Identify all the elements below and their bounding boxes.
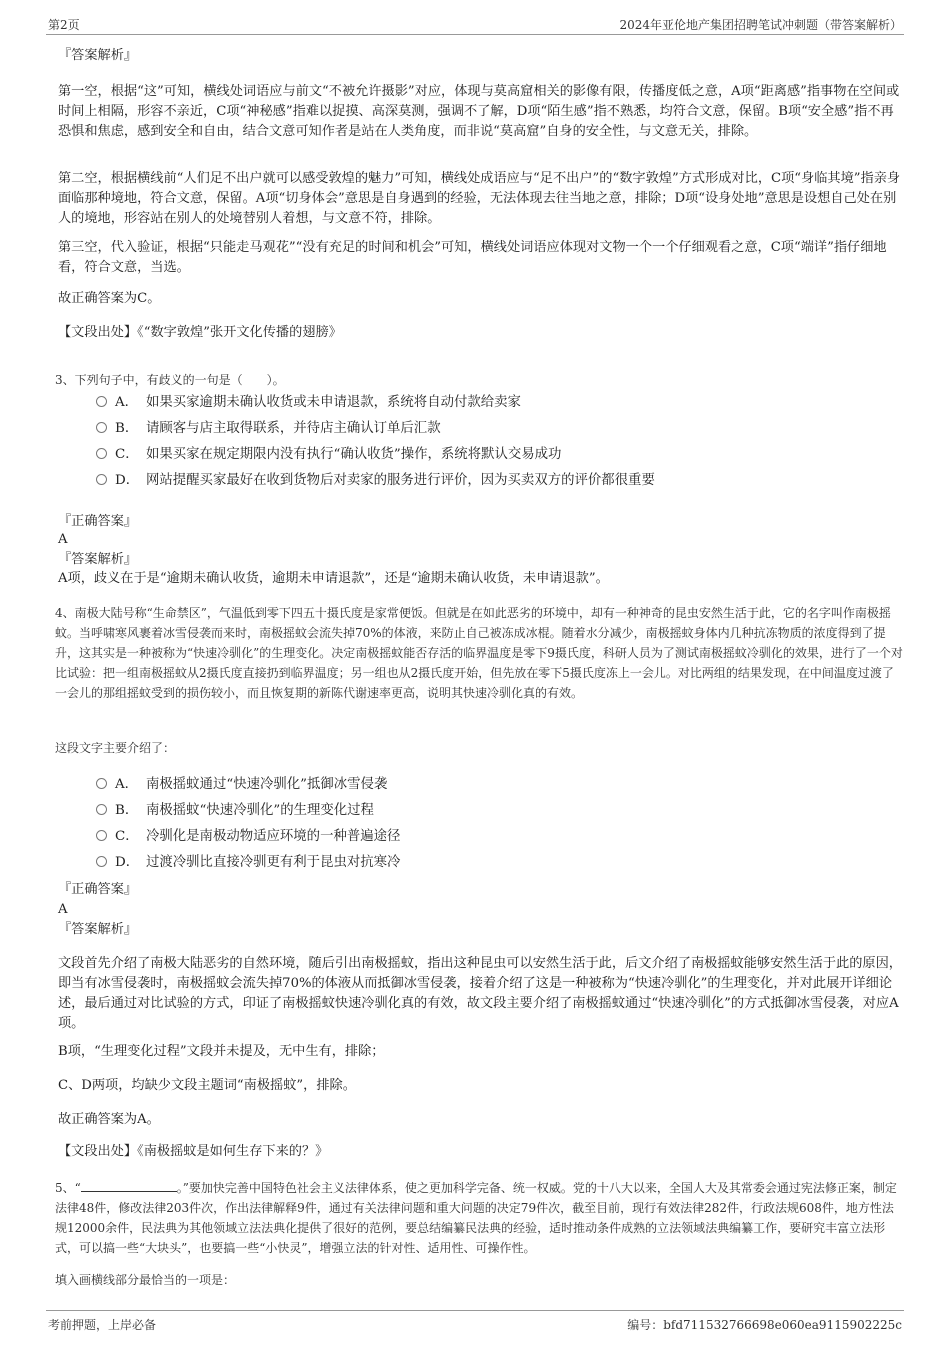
- q3-stem: 3、下列句子中，有歧义的一句是（ ）。: [55, 373, 285, 387]
- q5-stem: 5、“ 。”要加快完善中国特色社会主义法律体系，使之更加科学完备、统一权威。党的十八大以来，全国人大及其常委会通过宪法修正案，制定法律48件，修改法律203件次，作出法律解释9件，通过有关法律问题和重大问题的决定79件次，截至目前，现行有效法律282件，行政法规608件，地方性法规12000余件，民法典为其他领域立法法典化提供了很好的范例，要总结编纂民法典的经验，适时推动条件成熟的立法领域法典编纂工作，要研究丰富立法形式，可以搞一些“大块头”，也要搞一些“小快灵”，增强立法的针对性、适用性、可操作性。: [55, 1178, 904, 1258]
- q4-analysis-para-1: 文段首先介绍了南极大陆恶劣的自然环境，随后引出南极摇蚊，指出这种昆虫可以安然生活于此，后文介绍了南极摇蚊能够安然生活于此的原因，即当有冰雪侵袭时，南极摇蚊会流失掉70%的体液从而抵御冰雪侵袭，接着介绍了这是一种被称为“快速冷驯化”的生理变化，并对此展开详细论述，最后通过对比试验的方式，印证了南极摇蚊快速冷驯化真的有效，故文段主要介绍了南极摇蚊通过“快速冷驯化”的方式抵御冰雪侵袭，对应A项。: [58, 956, 902, 1031]
- q2-analysis-label: 『答案解析』: [58, 48, 138, 63]
- q2-conclusion: 故正确答案为C。: [58, 291, 161, 306]
- q4-stem: 4、南极大陆号称“生命禁区”，气温低到零下四五十摄氏度是家常便饭。但就是在如此恶劣的环境中，却有一种神奇的昆虫安然生活于此，它的名字叫作南极摇蚊。当呼啸寒风裹着冰雪侵袭而来时，南极摇蚊会流失掉70%的体液，来防止自己被冻成冰棍。随着水分减少，南极摇蚊身体内几种抗冻物质的浓度得到了提升，这其实是一种被称为“快速冷驯化”的生理变化。决定南极摇蚊能否存活的临界温度是零下9摄氏度，科研人员为了测试南极摇蚊冷驯化的效果，进行了一个对比试验：把一组南极摇蚊从2摄氏度直接扔到临界温度；另一组也从2摄氏度开始，但先放在零下5摄氏度冻上一会儿。对比两组的结果发现，在中间温度过渡了一会儿的那组摇蚊受到的损伤较小，而且恢复期的新陈代谢速率更高，说明其快速冷驯化真的有效。: [55, 606, 903, 700]
- q4-analysis-label: 『答案解析』: [58, 922, 138, 937]
- radio-icon[interactable]: [96, 804, 107, 815]
- radio-icon[interactable]: [96, 448, 107, 459]
- page-number: 第2页: [48, 18, 80, 32]
- q3-answer: A: [58, 532, 68, 547]
- q4-question: 这段文字主要介绍了：: [55, 741, 176, 755]
- q4-options: [96, 772, 904, 876]
- q3-analysis: A项，歧义在于是“逾期未确认收货，逾期未申请退款”，还是“逾期未确认收货，未申请退款”。: [58, 571, 609, 586]
- q2-source: 【文段出处】《“数字敦煌”张开文化传播的翅膀》: [58, 325, 342, 340]
- radio-icon[interactable]: [96, 830, 107, 841]
- page-footer: [46, 1310, 904, 1333]
- document-title: 2024年亚伦地产集团招聘笔试冲刺题（带答案解析）: [619, 18, 902, 32]
- q4-option-c[interactable]: C． 冷驯化是南极动物适应环境的一种普遍途径: [96, 824, 904, 850]
- q3-option-b[interactable]: B． 请顾客与店主取得联系，并待店主确认订单后汇款: [96, 416, 904, 442]
- q3-option-a[interactable]: A． 如果买家逾期未确认收货或未申请退款，系统将自动付款给卖家: [96, 390, 904, 416]
- radio-icon[interactable]: [96, 778, 107, 789]
- q4-answer-label: 『正确答案』: [58, 882, 138, 897]
- q2-analysis-para-3: 第三空，代入验证，根据“只能走马观花”“没有充足的时间和机会”可知，横线处词语应体现对文物一个一个仔细观看之意，C项“端详”指仔细地看，符合文意，当选。: [58, 240, 887, 275]
- q4-source: 【文段出处】《南极摇蚊是如何生存下来的？》: [58, 1144, 329, 1159]
- radio-icon[interactable]: [96, 474, 107, 485]
- footer-slogan: 考前押题，上岸必备: [48, 1318, 157, 1332]
- answer-blank: [81, 1178, 177, 1192]
- q4-conclusion: 故正确答案为A。: [58, 1112, 160, 1127]
- q3-option-d[interactable]: D． 网站提醒买家最好在收到货物后对卖家的服务进行评价，因为买卖双方的评价都很重要: [96, 468, 904, 494]
- q3-analysis-label: 『答案解析』: [58, 552, 138, 567]
- q4-option-b[interactable]: B． 南极摇蚊“快速冷驯化”的生理变化过程: [96, 798, 904, 824]
- q2-analysis-para-2: 第二空，根据横线前“人们足不出户就可以感受敦煌的魅力”可知，横线处成语应与“足不出户”的“数字敦煌”方式形成对比，C项“身临其境”指亲身面临那种境地，符合文意，保留。A项“切身体会”意思是自身遇到的经验，无法体现去往当地之意，排除；D项“设身处地”意思是设想自己处在别人的境地，形容站在别人的处境替别人着想，与文意不符，排除。: [58, 171, 901, 226]
- radio-icon[interactable]: [96, 422, 107, 433]
- q4-option-a[interactable]: A． 南极摇蚊通过“快速冷驯化”抵御冰雪侵袭: [96, 772, 904, 798]
- q4-analysis-para-3: C、D两项，均缺少文段主题词“南极摇蚊”，排除。: [58, 1078, 356, 1093]
- radio-icon[interactable]: [96, 856, 107, 867]
- q4-option-d[interactable]: D． 过渡冷驯比直接冷驯更有利于昆虫对抗寒冷: [96, 850, 904, 876]
- q4-answer: A: [58, 902, 68, 917]
- q3-answer-label: 『正确答案』: [58, 514, 138, 529]
- radio-icon[interactable]: [96, 396, 107, 407]
- page-header: [46, 14, 904, 35]
- q2-analysis-para-1: 第一空，根据“这”可知，横线处词语应与前文“不被允许摄影”对应，体现与莫高窟相关的影像有限，传播度低之意，A项“距离感”指事物在空间或时间上相隔，形容不亲近，C项“神秘感”指难以捉摸、高深莫测，强调不了解，D项“陌生感”指不熟悉，均符合文意，保留。B项“安全感”指不再恐惧和焦虑，感到安全和自由，结合文意可知作者是站在人类角度，而非说“莫高窟”自身的安全性，与文意无关，排除。: [58, 84, 900, 139]
- document-id: 编号：bfd711532766698e060ea9115902225c: [627, 1318, 902, 1332]
- q3-options: [96, 390, 904, 494]
- q5-question: 填入画横线部分最恰当的一项是：: [55, 1273, 236, 1287]
- q4-analysis-para-2: B项，“生理变化过程”文段并未提及，无中生有，排除；: [58, 1044, 385, 1059]
- q3-option-c[interactable]: C． 如果买家在规定期限内没有执行“确认收货”操作，系统将默认交易成功: [96, 442, 904, 468]
